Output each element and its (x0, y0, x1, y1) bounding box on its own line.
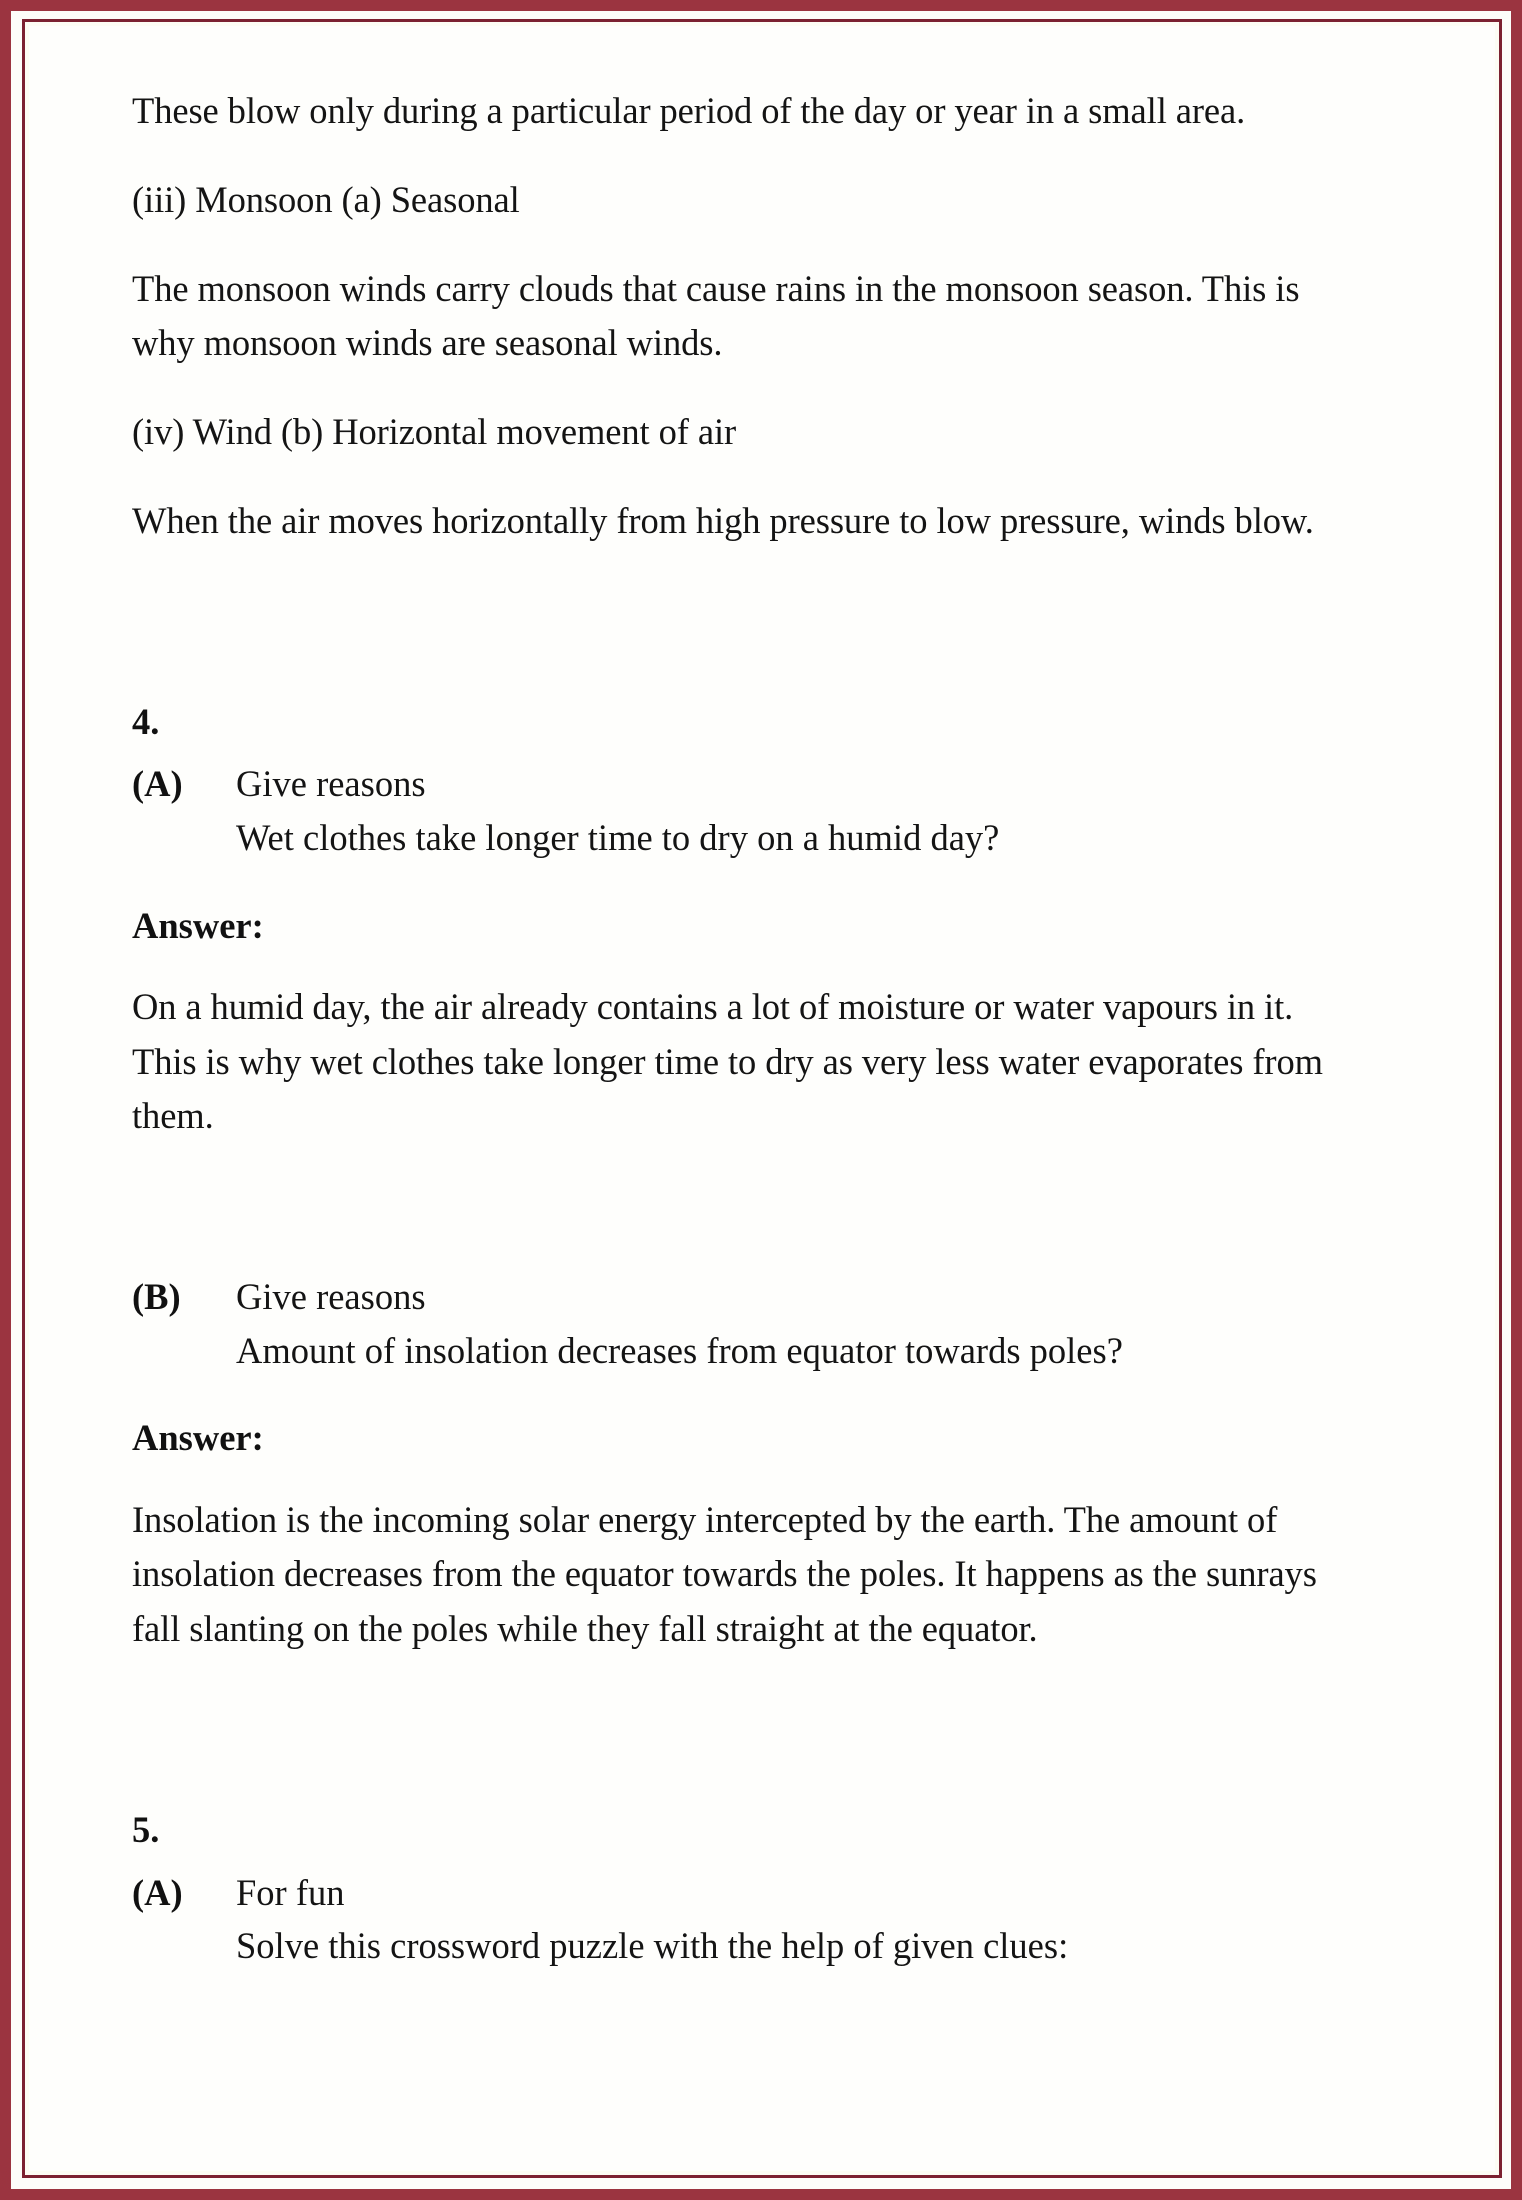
question-5-number: 5. (132, 1808, 160, 1850)
section-spacer-before-q4b (132, 1178, 1364, 1270)
question-5a-question: Solve this crossword puzzle with the help of given clues: (236, 1925, 1069, 1967)
question-4b-block (132, 1270, 1364, 1377)
intro-paragraph: These blow only during a particular period of the day or year in a small area. (132, 90, 1246, 131)
question-4a-question: Wet clothes take longer time to dry on a humid day? (236, 816, 1000, 858)
item-iii-body: The monsoon winds carry clouds that cause rains in the monsoon season. This is why monsoon winds are seasonal winds. (132, 267, 1300, 364)
question-5a-block (132, 1866, 1364, 1973)
question-4b-question: Amount of insolation decreases from equator towards poles? (236, 1329, 1123, 1371)
question-4b-answer-label: Answer: (132, 1417, 264, 1459)
question-4a-marker: (A) (132, 763, 183, 805)
document-content (132, 84, 1364, 1973)
question-4b-prompt: Give reasons (236, 1276, 426, 1318)
question-5a-prompt: For fun (236, 1871, 345, 1913)
item-iv-body: When the air moves horizontally from high pressure to low pressure, winds blow. (132, 499, 1314, 541)
question-4-number: 4. (132, 700, 160, 742)
question-4b-marker: (B) (132, 1276, 181, 1318)
question-5a-marker: (A) (132, 1871, 183, 1913)
question-4a-answer-body: On a humid day, the air already contains a lot of moisture or water vapours in it. This is why wet clothes take longer time to dry as very less water evaporates from them. (132, 985, 1323, 1137)
item-iv-heading: (iv) Wind (b) Horizontal movement of air (132, 411, 737, 452)
section-spacer-before-q4 (132, 583, 1364, 699)
question-4a-block (132, 757, 1364, 864)
question-4a-answer-label: Answer: (132, 904, 264, 946)
question-4a-prompt: Give reasons (236, 763, 426, 805)
item-iii-heading: (iii) Monsoon (a) Seasonal (132, 178, 520, 220)
section-spacer-before-q5 (132, 1691, 1364, 1807)
question-4b-answer-body: Insolation is the incoming solar energy intercepted by the earth. The amount of insolation decreases from the equator towards the poles. It happens as the sunrays fall slanting on the poles while they fall straight at the equator. (132, 1498, 1317, 1650)
